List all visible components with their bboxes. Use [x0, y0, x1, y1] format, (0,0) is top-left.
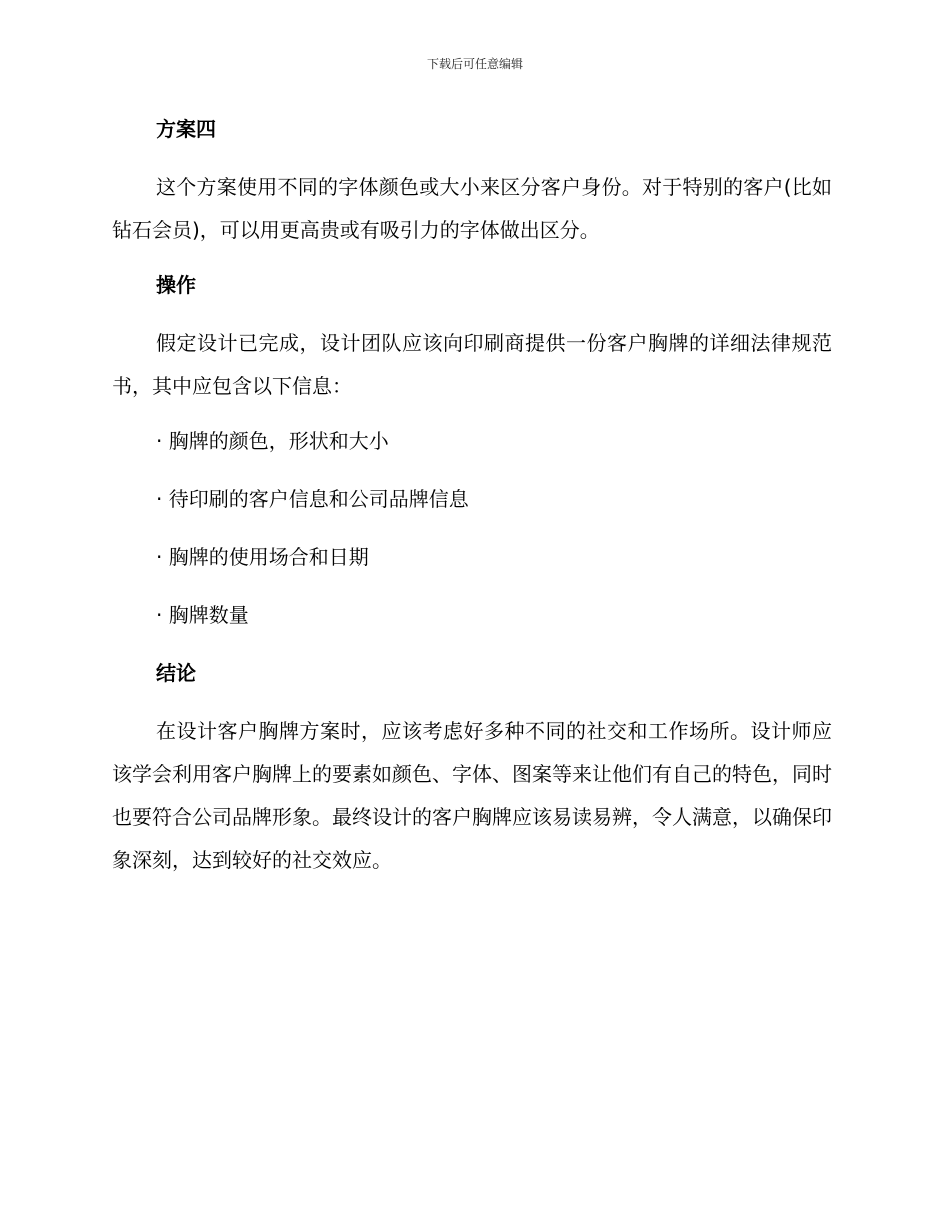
section-heading-operation: 操作	[156, 273, 196, 297]
section-paragraph-conclusion: 在设计客户胸牌方案时，应该考虑好多种不同的社交和工作场所。设计师应该学会利用客户胸牌上的要素如颜色、字体、图案等来让他们有自己的特色，同时也要符合公司品牌形象。最终设计的客户胸牌应该易读易辨，令人满意，以确保印象深刻，达到较好的社交效应。	[112, 719, 832, 872]
section-heading-conclusion: 结论	[156, 661, 196, 685]
document-body	[112, 112, 832, 898]
page-header-note: 下载后可任意编辑	[426, 57, 523, 71]
section-heading-plan-four: 方案四	[156, 117, 216, 141]
section-paragraph-operation: 假定设计已完成，设计团队应该向印刷商提供一份客户胸牌的详细法律规范书，其中应包含以下信息：	[112, 331, 832, 398]
bullet-item: · 胸牌的使用场合和日期	[156, 545, 369, 569]
bullet-item: · 待印刷的客户信息和公司品牌信息	[156, 487, 469, 511]
bullet-item: · 胸牌数量	[156, 603, 249, 627]
bullet-item: · 胸牌的颜色，形状和大小	[156, 429, 389, 453]
section-paragraph-plan-four: 这个方案使用不同的字体颜色或大小来区分客户身份。对于特别的客户(比如钻石会员)，可以用更高贵或有吸引力的字体做出区分。	[112, 175, 832, 242]
